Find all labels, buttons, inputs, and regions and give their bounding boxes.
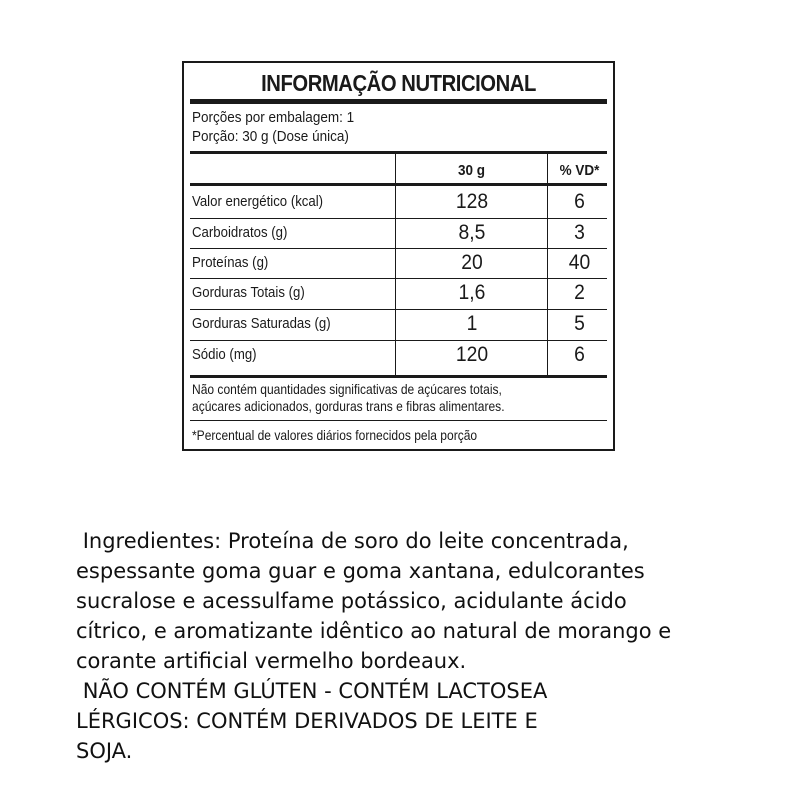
nutrient-name: Sódio (mg) — [192, 346, 257, 363]
column-header-amount: 30 g — [457, 162, 485, 179]
title-divider — [190, 99, 607, 104]
not-significant-note-line1: Não contém quantidades significativas de açúcares totais, — [192, 381, 502, 397]
table-row — [190, 187, 607, 217]
nutrient-dv: 6 — [574, 190, 585, 213]
portion-divider — [190, 151, 607, 154]
table-row — [190, 309, 607, 339]
portion-size: Porção: 30 g (Dose única) — [192, 128, 349, 145]
nutrient-dv: 3 — [574, 221, 585, 244]
nutrient-amount: 120 — [455, 343, 489, 366]
nutrient-amount: 20 — [461, 251, 483, 274]
nutrition-title: INFORMAÇÃO NUTRICIONAL — [261, 70, 536, 96]
table-row — [190, 340, 607, 370]
not-significant-note-line2: açúcares adicionados, gorduras trans e fibras alimentares. — [192, 398, 505, 414]
nutrient-name: Gorduras Totais (g) — [192, 284, 305, 301]
table-row — [190, 278, 607, 308]
nutrient-amount: 1,6 — [458, 281, 486, 304]
footnote-divider — [190, 420, 607, 421]
nutrient-name: Carboidratos (g) — [192, 224, 288, 241]
nutrient-amount: 1 — [466, 312, 478, 335]
ingredients-text: Ingredientes: Proteína de soro do leite concentrada, espessante goma guar e goma xantana, edulcorantes sucralose e acessulfame potássico, acidulante ácido cítrico, e aromatizante idêntico ao natural de morango e corante artificial vermelho bordeaux. NÃO CONTÉM GLÚTEN - CONTÉM LACTOSEA LÉRGICOS: CONTÉM DERIVADOS DE LEITE E SOJA. — [76, 529, 672, 763]
nutrient-dv: 6 — [574, 343, 585, 366]
table-row — [190, 218, 607, 248]
nutrient-name: Valor energético (kcal) — [192, 193, 324, 210]
column-header-dv: % VD* — [559, 162, 600, 179]
nutrient-name: Proteínas (g) — [192, 254, 269, 271]
header-divider — [190, 183, 607, 186]
nutrition-facts-table — [182, 61, 615, 451]
nutrient-dv: 2 — [574, 281, 585, 304]
table-bottom-divider — [190, 375, 607, 378]
portions-per-package: Porções por embalagem: 1 — [192, 109, 355, 126]
nutrient-name: Gorduras Saturadas (g) — [192, 315, 331, 332]
nutrient-amount: 128 — [455, 190, 489, 213]
nutrient-dv: 5 — [574, 312, 585, 335]
table-row — [190, 248, 607, 278]
nutrient-dv: 40 — [568, 251, 591, 274]
nutrient-amount: 8,5 — [458, 221, 486, 244]
daily-value-footnote: *Percentual de valores diários fornecidos pela porção — [192, 427, 478, 443]
